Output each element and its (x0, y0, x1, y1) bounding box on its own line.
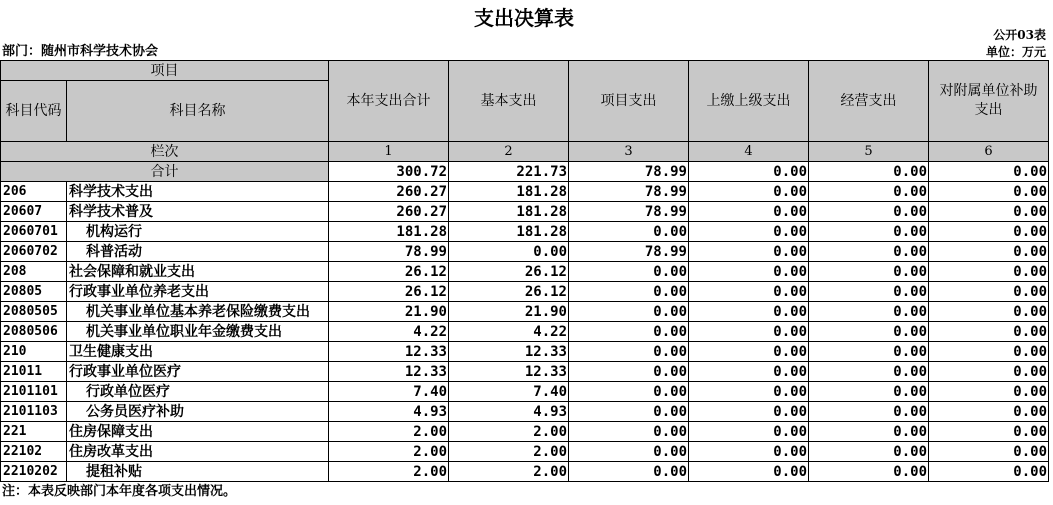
basic-expenditure-value: 12.33 (449, 342, 569, 362)
operating-expenditure-value: 0.00 (809, 422, 929, 442)
project-expenditure-value: 78.99 (569, 182, 689, 202)
operating-expenditure-value: 0.00 (809, 282, 929, 302)
total-expenditure-value: 2.00 (329, 442, 449, 462)
subject-name: 住房保障支出 (67, 422, 329, 442)
total-expenditure-value: 12.33 (329, 342, 449, 362)
total-expenditure-value: 181.28 (329, 222, 449, 242)
column-index: 2 (449, 142, 569, 162)
basic-expenditure-value: 2.00 (449, 462, 569, 482)
basic-expenditure-value: 4.93 (449, 402, 569, 422)
affiliate-subsidy-value: 0.00 (929, 282, 1049, 302)
subject-name: 科学技术支出 (67, 182, 329, 202)
affiliate-subsidy-value: 0.00 (929, 322, 1049, 342)
basic-expenditure-value: 0.00 (449, 242, 569, 262)
subject-code: 20607 (1, 202, 67, 222)
subject-code: 2101103 (1, 402, 67, 422)
basic-expenditure-value: 2.00 (449, 422, 569, 442)
subject-code: 2060702 (1, 242, 67, 262)
basic-expenditure-value: 7.40 (449, 382, 569, 402)
table-row (1, 442, 1049, 462)
total-value: 78.99 (569, 162, 689, 182)
header-affiliate-subsidy: 对附属单位补助支出 (939, 83, 1038, 118)
basic-expenditure-value: 2.00 (449, 442, 569, 462)
footnote: 注：本表反映部门本年度各项支出情况。 (2, 484, 237, 499)
affiliate-subsidy-value: 0.00 (929, 302, 1049, 322)
total-expenditure-value: 4.93 (329, 402, 449, 422)
subject-name: 行政单位医疗 (67, 382, 329, 402)
column-index: 4 (689, 142, 809, 162)
remit-superior-value: 0.00 (689, 442, 809, 462)
total-expenditure-value: 2.00 (329, 422, 449, 442)
operating-expenditure-value: 0.00 (809, 242, 929, 262)
project-expenditure-value: 0.00 (569, 342, 689, 362)
remit-superior-value: 0.00 (689, 422, 809, 442)
subject-code: 221 (1, 422, 67, 442)
subject-code: 21011 (1, 362, 67, 382)
total-row (1, 162, 1049, 182)
remit-superior-value: 0.00 (689, 322, 809, 342)
project-expenditure-value: 0.00 (569, 402, 689, 422)
subject-code: 2080505 (1, 302, 67, 322)
table-row (1, 362, 1049, 382)
operating-expenditure-value: 0.00 (809, 402, 929, 422)
total-expenditure-value: 26.12 (329, 282, 449, 302)
subject-code: 2060701 (1, 222, 67, 242)
subject-code: 210 (1, 342, 67, 362)
project-expenditure-value: 0.00 (569, 282, 689, 302)
total-expenditure-value: 260.27 (329, 202, 449, 222)
affiliate-subsidy-value: 0.00 (929, 342, 1049, 362)
total-value: 221.73 (449, 162, 569, 182)
header-affiliate-subsidy-cell (929, 61, 1049, 142)
remit-superior-value: 0.00 (689, 462, 809, 482)
department-label: 部门：随州市科学技术协会 (2, 44, 159, 59)
project-expenditure-value: 0.00 (569, 302, 689, 322)
table-row (1, 222, 1049, 242)
subject-code: 20805 (1, 282, 67, 302)
remit-superior-value: 0.00 (689, 202, 809, 222)
basic-expenditure-value: 21.90 (449, 302, 569, 322)
table-body (1, 182, 1049, 482)
header-project-expenditure-cell (569, 61, 689, 142)
expenditure-table (0, 60, 1049, 482)
project-expenditure-value: 0.00 (569, 462, 689, 482)
project-expenditure-value: 0.00 (569, 222, 689, 242)
operating-expenditure-value: 0.00 (809, 382, 929, 402)
affiliate-subsidy-value: 0.00 (929, 402, 1049, 422)
project-expenditure-value: 0.00 (569, 362, 689, 382)
subject-code: 206 (1, 182, 67, 202)
total-value: 0.00 (689, 162, 809, 182)
remit-superior-value: 0.00 (689, 182, 809, 202)
subject-name: 行政事业单位医疗 (67, 362, 329, 382)
column-index: 6 (929, 142, 1049, 162)
remit-superior-value: 0.00 (689, 362, 809, 382)
header-remit-superior: 上缴上级支出 (706, 92, 791, 109)
subject-code: 208 (1, 262, 67, 282)
project-expenditure-value: 0.00 (569, 262, 689, 282)
header-operating-expenditure: 经营支出 (840, 92, 897, 109)
remit-superior-value: 0.00 (689, 382, 809, 402)
total-expenditure-value: 4.22 (329, 322, 449, 342)
subject-code: 2101101 (1, 382, 67, 402)
basic-expenditure-value: 26.12 (449, 282, 569, 302)
subject-name: 科学技术普及 (67, 202, 329, 222)
form-number: 公开03表 (993, 28, 1046, 42)
affiliate-subsidy-value: 0.00 (929, 382, 1049, 402)
table-row (1, 462, 1049, 482)
table-row (1, 282, 1049, 302)
operating-expenditure-value: 0.00 (809, 182, 929, 202)
total-value: 300.72 (329, 162, 449, 182)
basic-expenditure-value: 181.28 (449, 222, 569, 242)
total-expenditure-value: 2.00 (329, 462, 449, 482)
subject-name: 科普活动 (67, 242, 329, 262)
total-label: 合计 (1, 162, 329, 182)
subject-name: 机构运行 (67, 222, 329, 242)
total-expenditure-value: 78.99 (329, 242, 449, 262)
table-row (1, 302, 1049, 322)
subject-name: 公务员医疗补助 (67, 402, 329, 422)
header-basic-expenditure: 基本支出 (480, 92, 537, 109)
total-value: 0.00 (809, 162, 929, 182)
subject-name: 行政事业单位养老支出 (67, 282, 329, 302)
total-expenditure-value: 26.12 (329, 262, 449, 282)
column-index-label: 栏次 (1, 142, 329, 162)
operating-expenditure-value: 0.00 (809, 322, 929, 342)
affiliate-subsidy-value: 0.00 (929, 262, 1049, 282)
table-row (1, 382, 1049, 402)
total-expenditure-value: 21.90 (329, 302, 449, 322)
project-expenditure-value: 78.99 (569, 202, 689, 222)
remit-superior-value: 0.00 (689, 262, 809, 282)
table-row (1, 262, 1049, 282)
operating-expenditure-value: 0.00 (809, 222, 929, 242)
table-row (1, 242, 1049, 262)
project-expenditure-value: 0.00 (569, 422, 689, 442)
table-row (1, 402, 1049, 422)
report-title: 支出决算表 (474, 6, 574, 30)
affiliate-subsidy-value: 0.00 (929, 202, 1049, 222)
operating-expenditure-value: 0.00 (809, 342, 929, 362)
column-index: 5 (809, 142, 929, 162)
basic-expenditure-value: 12.33 (449, 362, 569, 382)
basic-expenditure-value: 26.12 (449, 262, 569, 282)
header-row (1, 61, 1049, 81)
operating-expenditure-value: 0.00 (809, 442, 929, 462)
subject-name: 机关事业单位基本养老保险缴费支出 (67, 302, 329, 322)
total-expenditure-value: 7.40 (329, 382, 449, 402)
operating-expenditure-value: 0.00 (809, 462, 929, 482)
operating-expenditure-value: 0.00 (809, 302, 929, 322)
affiliate-subsidy-value: 0.00 (929, 222, 1049, 242)
remit-superior-value: 0.00 (689, 242, 809, 262)
header-project: 项目 (1, 61, 329, 81)
subject-code: 2080506 (1, 322, 67, 342)
unit-label: 单位：万元 (985, 45, 1046, 59)
basic-expenditure-value: 4.22 (449, 322, 569, 342)
operating-expenditure-value: 0.00 (809, 262, 929, 282)
column-index: 3 (569, 142, 689, 162)
header-total-expenditure-cell (329, 61, 449, 142)
remit-superior-value: 0.00 (689, 402, 809, 422)
affiliate-subsidy-value: 0.00 (929, 442, 1049, 462)
total-expenditure-value: 260.27 (329, 182, 449, 202)
affiliate-subsidy-value: 0.00 (929, 182, 1049, 202)
table-row (1, 202, 1049, 222)
total-expenditure-value: 12.33 (329, 362, 449, 382)
header-project-expenditure: 项目支出 (600, 92, 657, 109)
remit-superior-value: 0.00 (689, 222, 809, 242)
column-index-row (1, 142, 1049, 162)
affiliate-subsidy-value: 0.00 (929, 462, 1049, 482)
remit-superior-value: 0.00 (689, 302, 809, 322)
affiliate-subsidy-value: 0.00 (929, 242, 1049, 262)
table-row (1, 182, 1049, 202)
basic-expenditure-value: 181.28 (449, 182, 569, 202)
subject-name: 提租补贴 (67, 462, 329, 482)
header-total-expenditure: 本年支出合计 (346, 92, 431, 109)
subject-name: 卫生健康支出 (67, 342, 329, 362)
header-basic-expenditure-cell (449, 61, 569, 142)
basic-expenditure-value: 181.28 (449, 202, 569, 222)
header-subject-name: 科目名称 (67, 81, 329, 142)
subject-name: 住房改革支出 (67, 442, 329, 462)
operating-expenditure-value: 0.00 (809, 202, 929, 222)
remit-superior-value: 0.00 (689, 342, 809, 362)
project-expenditure-value: 78.99 (569, 242, 689, 262)
header-remit-superior-cell (689, 61, 809, 142)
project-expenditure-value: 0.00 (569, 442, 689, 462)
table-row (1, 342, 1049, 362)
subject-code: 2210202 (1, 462, 67, 482)
header-subject-code: 科目代码 (1, 81, 67, 142)
affiliate-subsidy-value: 0.00 (929, 362, 1049, 382)
header-operating-expenditure-cell (809, 61, 929, 142)
subject-name: 机关事业单位职业年金缴费支出 (67, 322, 329, 342)
column-index: 1 (329, 142, 449, 162)
affiliate-subsidy-value: 0.00 (929, 422, 1049, 442)
operating-expenditure-value: 0.00 (809, 362, 929, 382)
subject-code: 22102 (1, 442, 67, 462)
remit-superior-value: 0.00 (689, 282, 809, 302)
total-value: 0.00 (929, 162, 1049, 182)
project-expenditure-value: 0.00 (569, 382, 689, 402)
subject-name: 社会保障和就业支出 (67, 262, 329, 282)
table-row (1, 322, 1049, 342)
table-row (1, 422, 1049, 442)
project-expenditure-value: 0.00 (569, 322, 689, 342)
